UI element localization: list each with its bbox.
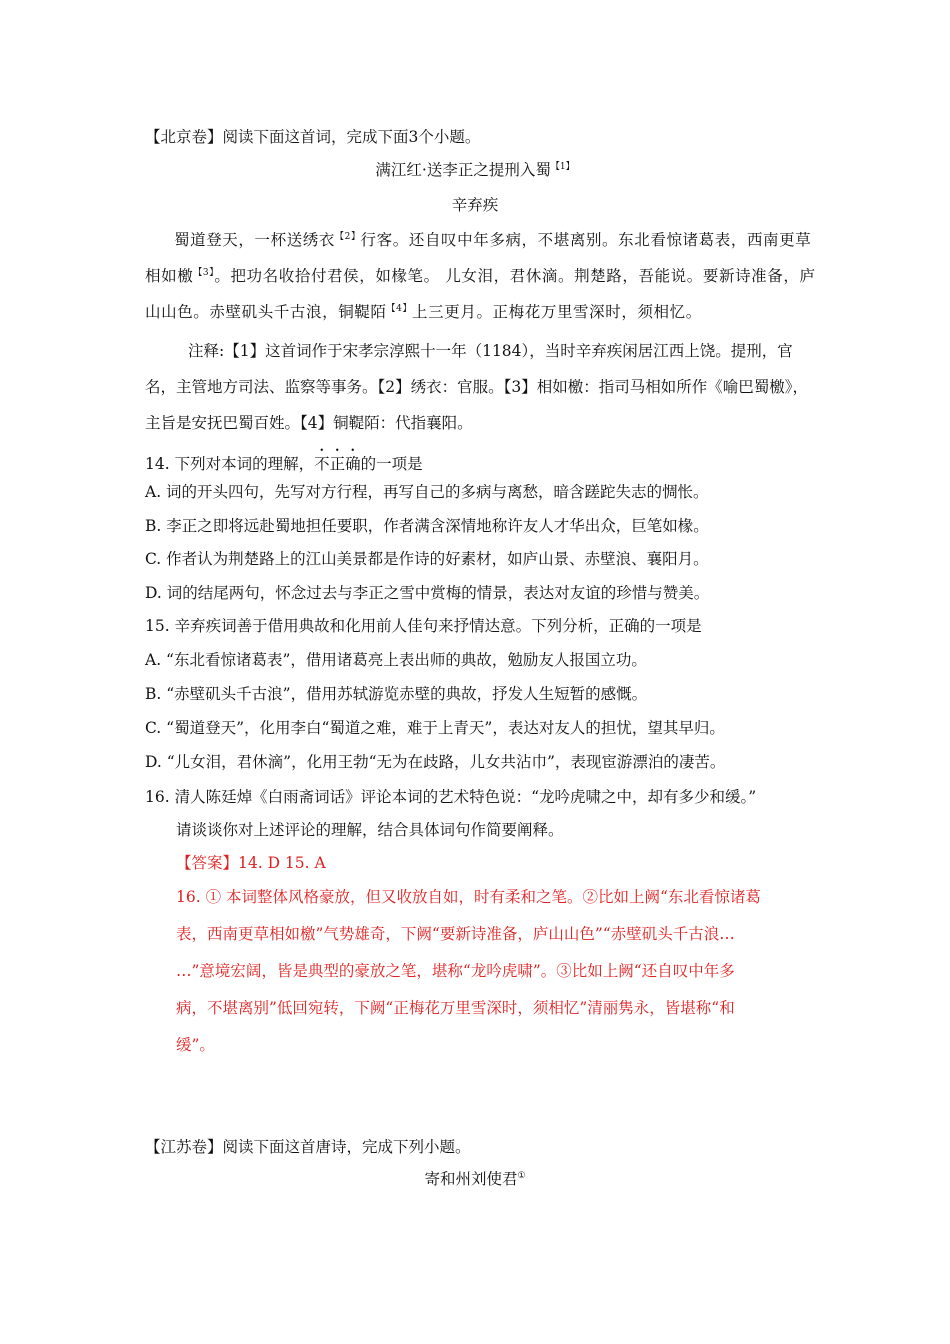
q15-option-c: C. “蜀道登天”，化用李白“蜀道之难，难于上青天”，表达对友人的担忧，望其早归。 (145, 719, 725, 737)
answer-16-line-1: 16. ① 本词整体风格豪放，但又收放自如，时有柔和之笔。②比如上阙“东北看惊诸葛 (176, 888, 761, 906)
poem-title-text: 满江红·送李正之提刑入蜀 (375, 161, 551, 179)
answer-16-line-3: …”意境宏阔，皆是典型的豪放之笔，堪称“龙吟虎啸”。③比如上阙“还自叹中年多 (176, 962, 735, 980)
q14-option-c: C. 作者认为荆楚路上的江山美景都是作诗的好素材，如庐山景、赤壁浪、襄阳月。 (145, 550, 709, 568)
q14-option-d: D. 词的结尾两句，怀念过去与李正之雪中赏梅的情景，表达对友谊的珍惜与赞美。 (145, 584, 710, 602)
jiangsu-poem-title-text: 寄和州刘使君 (424, 1170, 518, 1188)
jiangsu-poem-title-note: ① (517, 1171, 526, 1181)
q14-stem-text: 的一项是 (360, 455, 423, 473)
notes-line-1: 注释:【1】这首词作于宋孝宗淳熙十一年（1184），当时辛弃疾闲居江西上饶。提刑，官 (188, 342, 793, 360)
poem-author: 辛弃疾 (451, 196, 499, 214)
q15-option-d: D. “儿女泪，君休滴”，化用王勃“无为在歧路，儿女共沾巾”，表现宦游漂泊的凄苦。 (145, 753, 726, 771)
q16-stem-line-2: 请谈谈你对上述评论的理解，结合具体词句作简要阐释。 (176, 821, 564, 839)
poem-text: 相如檄 (145, 267, 194, 285)
answer-key: 【答案】14. D 15. A (176, 854, 326, 872)
answer-16-line-4: 病，不堪离别”低回宛转，下阙“正梅花万里雪深时，须相忆”清丽隽永，皆堪称“和 (176, 999, 735, 1017)
poem-text: 山山色。赤壁矶头千古浪，铜鞮陌 (145, 303, 387, 321)
poem-line-3 (145, 301, 702, 323)
notes-line-2: 名，主管地方司法、监察等事务。【2】绣衣：官服。【3】相如檄：指司马相如所作《喻巴蜀檄》， (145, 378, 808, 396)
notes-line-3: 主旨是安抚巴蜀百姓。【4】铜鞮陌：代指襄阳。 (145, 414, 473, 432)
answer-16-line-2: 表，西南更草相如檄”气势雄奇，下阙“要新诗准备，庐山山色”“赤壁矶头千古浪… (176, 925, 735, 943)
poem-title (0, 159, 950, 181)
q15-option-a: A. “东北看惊诸葛表”，借用诸葛亮上表出师的典故，勉励友人报国立功。 (145, 651, 647, 669)
poem-note-4: 【4】 (386, 304, 413, 314)
jiangsu-heading: 【江苏卷】阅读下面这首唐诗，完成下列小题。 (145, 1138, 471, 1156)
poem-note-2: 【2】 (335, 232, 361, 242)
poem-line-2 (145, 265, 816, 287)
jiangsu-poem-title (0, 1168, 950, 1190)
q14-stem-text: 14. 下列对本词的理解， (145, 455, 315, 473)
q14-option-b: B. 李正之即将远赴蜀地担任要职，作者满含深情地称许友人才华出众，巨笔如椽。 (145, 517, 709, 535)
q14-option-a: A. 词的开头四句，先写对方行程，再写自己的多病与离愁，暗含蹉跎失志的惆怅。 (145, 483, 709, 501)
poem-text: 行客。还自叹中年多病，不堪离别。东北看惊诸葛表，西南更草 (360, 231, 812, 249)
q14-stem (145, 446, 423, 475)
q15-option-b: B. “赤壁矶头千古浪”，借用苏轼游览赤壁的典故，抒发人生短暂的感慨。 (145, 685, 648, 703)
poem-text: 蜀道登天，一杯送绣衣 (174, 231, 336, 249)
q16-stem-line-1: 16. 清人陈廷焯《白雨斋词话》评论本词的艺术特色说：“龙吟虎啸之中，却有多少和缓。” (145, 788, 757, 806)
poem-title-note: 【1】 (550, 162, 575, 172)
q15-stem: 15. 辛弃疾词善于借用典故和化用前人佳句来抒情达意。下列分析，正确的一项是 (145, 617, 702, 635)
answer-16-line-5: 缓”。 (176, 1036, 215, 1054)
poem-line-1 (174, 229, 811, 251)
beijing-heading: 【北京卷】阅读下面这首词，完成下面3个小题。 (145, 128, 481, 146)
q14-emphasis: 不正确 (314, 455, 361, 473)
poem-note-3: 【3】 (193, 268, 215, 278)
poem-text: 。把功名收拾付君侯，如椽笔。 儿女泪，君休滴。荆楚路，吾能说。要新诗准备，庐 (214, 267, 816, 285)
poem-text: 上三更月。正梅花万里雪深时，须相忆。 (412, 303, 702, 321)
